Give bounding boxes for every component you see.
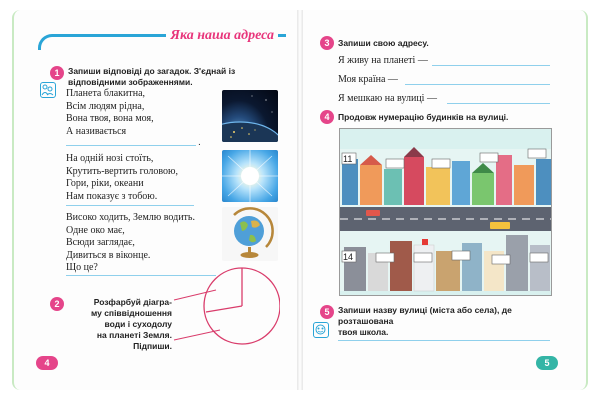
riddle-2 <box>66 153 178 203</box>
task-2-line: му співвідношення <box>90 308 172 318</box>
riddle-3-line: Що це? <box>66 262 98 273</box>
task-2-number: 2 <box>50 297 64 311</box>
planet-earth-image <box>222 90 278 142</box>
task-5-line: Запиши назву вулиці (міста або села), де розташована <box>338 305 512 326</box>
group-work-icon <box>313 322 329 338</box>
task-5-instruction <box>338 305 558 338</box>
page-number-right: 5 <box>536 356 558 370</box>
task-2-line: Підпиши. <box>133 341 172 351</box>
task-2-instruction <box>68 297 172 352</box>
street-illustration <box>339 128 552 296</box>
task-5-number: 5 <box>320 305 334 319</box>
period-mark: . <box>198 137 201 148</box>
task-2-line: Розфарбуй діагра- <box>93 297 172 307</box>
riddle-3-line: Високо ходить, Землю водить. <box>66 212 195 223</box>
task-4-instruction: Продовж нумерацію будинків на вулиці. <box>338 112 509 122</box>
pair-work-icon <box>40 82 56 98</box>
task-2-line: на планеті Земля. <box>96 330 172 340</box>
riddle-3-line: Всюди заглядає, <box>66 237 135 248</box>
riddle-1-line: А називається <box>66 125 127 137</box>
task-5-line: твоя школа. <box>338 327 389 337</box>
address-planet-label: Я живу на планеті — <box>338 55 428 66</box>
riddle-1 <box>66 88 154 138</box>
page-number-left: 4 <box>36 356 58 370</box>
address-country-label: Моя країна — <box>338 74 398 85</box>
sun-image <box>222 150 278 202</box>
address-street-label: Я мешкаю на вулиці — <box>338 93 437 104</box>
riddle-2-line: Нам показує з тобою. <box>66 190 158 202</box>
task-3-instruction: Запиши свою адресу. <box>338 38 429 48</box>
task-3-number: 3 <box>320 36 334 50</box>
page-title: Яка наша адреса <box>166 28 278 44</box>
riddle-2-line: Гори, ріки, океани <box>66 178 144 189</box>
task-4-number: 4 <box>320 110 334 124</box>
title-bar <box>38 26 286 50</box>
task-2-line: води і суходолу <box>104 319 172 329</box>
answer-line-1[interactable] <box>66 145 196 146</box>
school-street-input[interactable] <box>338 340 550 341</box>
water-land-pie-diagram[interactable] <box>170 262 280 354</box>
task-1-instruction: Запиши відповіді до загадок. З'єднай із відповідними зображеннями. <box>68 66 236 87</box>
task-1-number: 1 <box>50 66 64 80</box>
address-planet-input[interactable] <box>432 65 550 66</box>
globe-image <box>222 207 278 261</box>
house-number-11: 11 <box>343 154 353 164</box>
answer-line-2[interactable] <box>66 205 194 206</box>
riddle-3-line: Дивиться в віконце. <box>66 249 151 261</box>
book-spine <box>297 10 303 390</box>
address-street-input[interactable] <box>447 103 550 104</box>
riddle-2-line: На одній нозі стоїть, <box>66 153 154 164</box>
house-number-14: 14 <box>343 252 354 262</box>
riddle-3-line: Одне око має, <box>66 224 125 236</box>
riddle-1-line: Вона твоя, вона моя, <box>66 113 154 124</box>
riddle-1-line: Планета блакитна, <box>66 88 146 99</box>
riddle-1-line: Всім людям рідна, <box>66 100 145 112</box>
riddle-2-line: Крутить-вертить головою, <box>66 165 178 177</box>
address-country-input[interactable] <box>405 84 550 85</box>
